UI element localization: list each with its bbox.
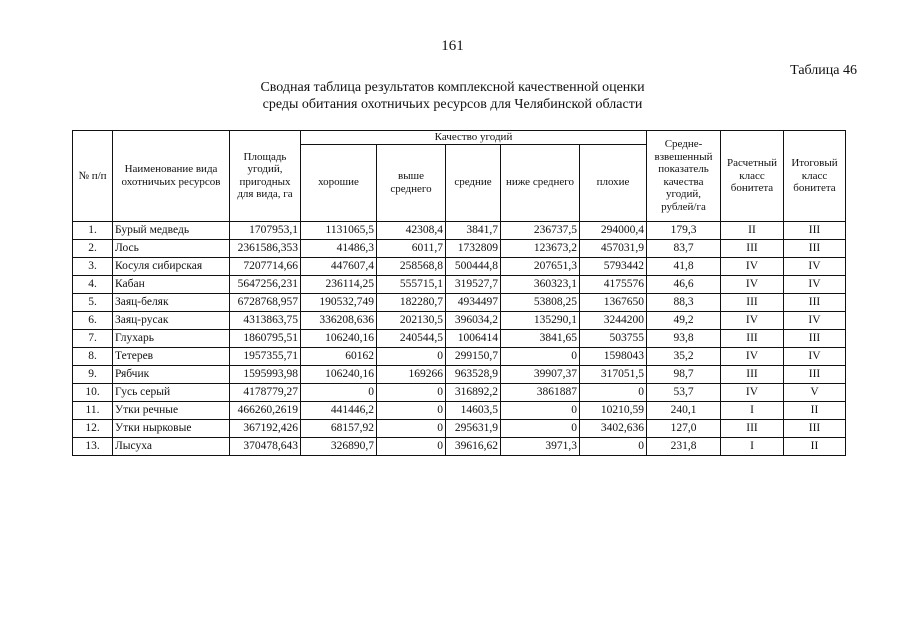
cell-species-name: Лысуха	[113, 437, 230, 455]
cell-average: 316892,2	[446, 383, 501, 401]
cell-species-name: Рябчик	[113, 365, 230, 383]
cell-average: 319527,7	[446, 275, 501, 293]
header-num: № п/п	[73, 131, 113, 222]
cell-weighted-index: 53,7	[647, 383, 721, 401]
cell-average: 14603,5	[446, 401, 501, 419]
cell-final-class: IV	[784, 311, 846, 329]
cell-good: 326890,7	[301, 437, 377, 455]
cell-area: 1860795,51	[230, 329, 301, 347]
cell-final-class: II	[784, 401, 846, 419]
page-number: 161	[441, 38, 464, 54]
cell-average: 39616,62	[446, 437, 501, 455]
cell-above-average: 0	[377, 419, 446, 437]
cell-above-average: 0	[377, 347, 446, 365]
header-good: хорошие	[301, 144, 377, 221]
cell-calc-class: III	[721, 239, 784, 257]
cell-calc-class: III	[721, 419, 784, 437]
cell-final-class: III	[784, 221, 846, 239]
cell-average: 396034,2	[446, 311, 501, 329]
cell-good: 41486,3	[301, 239, 377, 257]
cell-below-average: 3841,65	[501, 329, 580, 347]
cell-good: 60162	[301, 347, 377, 365]
cell-poor: 4175576	[580, 275, 647, 293]
cell-num: 6.	[73, 311, 113, 329]
table-row	[73, 221, 846, 239]
cell-good: 106240,16	[301, 329, 377, 347]
title-line-1: Сводная таблица результатов комплексной качественной оценки	[260, 80, 645, 95]
cell-weighted-index: 231,8	[647, 437, 721, 455]
cell-average: 963528,9	[446, 365, 501, 383]
cell-area: 1707953,1	[230, 221, 301, 239]
cell-final-class: III	[784, 293, 846, 311]
table-row	[73, 365, 846, 383]
cell-calc-class: III	[721, 365, 784, 383]
cell-good: 0	[301, 383, 377, 401]
table-row	[73, 257, 846, 275]
cell-species-name: Утки нырковые	[113, 419, 230, 437]
cell-area: 4178779,27	[230, 383, 301, 401]
cell-species-name: Бурый медведь	[113, 221, 230, 239]
cell-poor: 5793442	[580, 257, 647, 275]
cell-poor: 10210,59	[580, 401, 647, 419]
cell-calc-class: IV	[721, 311, 784, 329]
cell-calc-class: IV	[721, 257, 784, 275]
cell-good: 336208,636	[301, 311, 377, 329]
cell-above-average: 555715,1	[377, 275, 446, 293]
cell-poor: 1367650	[580, 293, 647, 311]
cell-average: 299150,7	[446, 347, 501, 365]
cell-poor: 317051,5	[580, 365, 647, 383]
cell-good: 447607,4	[301, 257, 377, 275]
header-calc-class: Расчетный класс бонитета	[721, 131, 784, 222]
cell-num: 2.	[73, 239, 113, 257]
cell-good: 190532,749	[301, 293, 377, 311]
cell-species-name: Кабан	[113, 275, 230, 293]
cell-good: 441446,2	[301, 401, 377, 419]
table-row	[73, 311, 846, 329]
cell-calc-class: I	[721, 437, 784, 455]
cell-area: 1957355,71	[230, 347, 301, 365]
cell-calc-class: IV	[721, 275, 784, 293]
cell-calc-class: III	[721, 329, 784, 347]
cell-above-average: 169266	[377, 365, 446, 383]
cell-above-average: 6011,7	[377, 239, 446, 257]
cell-good: 68157,92	[301, 419, 377, 437]
cell-area: 2361586,353	[230, 239, 301, 257]
cell-above-average: 0	[377, 437, 446, 455]
cell-weighted-index: 179,3	[647, 221, 721, 239]
table-row	[73, 383, 846, 401]
table-row	[73, 275, 846, 293]
cell-species-name: Тетерев	[113, 347, 230, 365]
cell-below-average: 39907,37	[501, 365, 580, 383]
cell-area: 466260,2619	[230, 401, 301, 419]
cell-poor: 3402,636	[580, 419, 647, 437]
cell-area: 4313863,75	[230, 311, 301, 329]
cell-weighted-index: 240,1	[647, 401, 721, 419]
cell-below-average: 53808,25	[501, 293, 580, 311]
header-area: Площадь угодий, пригодных для вида, га	[230, 131, 301, 222]
table-row	[73, 419, 846, 437]
cell-average: 500444,8	[446, 257, 501, 275]
header-above-average: выше среднего	[377, 144, 446, 221]
bonitet-summary-table	[72, 130, 846, 456]
cell-calc-class: III	[721, 293, 784, 311]
cell-average: 4934497	[446, 293, 501, 311]
cell-average: 3841,7	[446, 221, 501, 239]
cell-area: 370478,643	[230, 437, 301, 455]
header-quality-group: Качество угодий	[301, 131, 647, 145]
table-title	[0, 79, 905, 113]
cell-num: 5.	[73, 293, 113, 311]
cell-poor: 503755	[580, 329, 647, 347]
header-species-name: Наименование вида охотничьих ресурсов	[113, 131, 230, 222]
cell-num: 13.	[73, 437, 113, 455]
cell-species-name: Утки речные	[113, 401, 230, 419]
cell-num: 10.	[73, 383, 113, 401]
cell-weighted-index: 93,8	[647, 329, 721, 347]
cell-poor: 0	[580, 437, 647, 455]
cell-final-class: IV	[784, 347, 846, 365]
cell-num: 1.	[73, 221, 113, 239]
cell-good: 106240,16	[301, 365, 377, 383]
cell-calc-class: II	[721, 221, 784, 239]
title-line-2: среды обитания охотничьих ресурсов для Челябинской области	[262, 97, 643, 112]
cell-species-name: Гусь серый	[113, 383, 230, 401]
cell-below-average: 135290,1	[501, 311, 580, 329]
cell-weighted-index: 49,2	[647, 311, 721, 329]
cell-species-name: Заяц-беляк	[113, 293, 230, 311]
table-body	[73, 221, 846, 455]
cell-below-average: 236737,5	[501, 221, 580, 239]
table-row	[73, 239, 846, 257]
cell-poor: 1598043	[580, 347, 647, 365]
cell-num: 12.	[73, 419, 113, 437]
cell-weighted-index: 83,7	[647, 239, 721, 257]
cell-area: 5647256,231	[230, 275, 301, 293]
cell-below-average: 207651,3	[501, 257, 580, 275]
table-label: Таблица 46	[790, 63, 857, 78]
header-below-average: ниже среднего	[501, 144, 580, 221]
header-poor: плохие	[580, 144, 647, 221]
cell-above-average: 182280,7	[377, 293, 446, 311]
cell-final-class: IV	[784, 257, 846, 275]
cell-final-class: III	[784, 365, 846, 383]
cell-num: 9.	[73, 365, 113, 383]
cell-calc-class: I	[721, 401, 784, 419]
cell-good: 1131065,5	[301, 221, 377, 239]
cell-area: 1595993,98	[230, 365, 301, 383]
cell-below-average: 123673,2	[501, 239, 580, 257]
cell-above-average: 258568,8	[377, 257, 446, 275]
cell-species-name: Лось	[113, 239, 230, 257]
table-row	[73, 347, 846, 365]
cell-above-average: 0	[377, 401, 446, 419]
cell-above-average: 42308,4	[377, 221, 446, 239]
header-final-class: Итоговый класс бонитета	[784, 131, 846, 222]
cell-final-class: II	[784, 437, 846, 455]
cell-weighted-index: 98,7	[647, 365, 721, 383]
cell-poor: 457031,9	[580, 239, 647, 257]
cell-final-class: III	[784, 329, 846, 347]
cell-num: 11.	[73, 401, 113, 419]
cell-above-average: 202130,5	[377, 311, 446, 329]
cell-species-name: Глухарь	[113, 329, 230, 347]
cell-num: 3.	[73, 257, 113, 275]
cell-average: 295631,9	[446, 419, 501, 437]
cell-good: 236114,25	[301, 275, 377, 293]
header-average: средние	[446, 144, 501, 221]
cell-final-class: III	[784, 239, 846, 257]
cell-weighted-index: 88,3	[647, 293, 721, 311]
cell-area: 6728768,957	[230, 293, 301, 311]
cell-area: 367192,426	[230, 419, 301, 437]
cell-final-class: V	[784, 383, 846, 401]
cell-below-average: 0	[501, 347, 580, 365]
cell-species-name: Косуля сибирская	[113, 257, 230, 275]
cell-below-average: 0	[501, 419, 580, 437]
cell-num: 7.	[73, 329, 113, 347]
cell-final-class: IV	[784, 275, 846, 293]
cell-poor: 294000,4	[580, 221, 647, 239]
cell-weighted-index: 35,2	[647, 347, 721, 365]
cell-species-name: Заяц-русак	[113, 311, 230, 329]
cell-area: 7207714,66	[230, 257, 301, 275]
cell-above-average: 240544,5	[377, 329, 446, 347]
cell-final-class: III	[784, 419, 846, 437]
cell-num: 8.	[73, 347, 113, 365]
cell-poor: 0	[580, 383, 647, 401]
cell-num: 4.	[73, 275, 113, 293]
table-row	[73, 401, 846, 419]
cell-below-average: 0	[501, 401, 580, 419]
cell-below-average: 3861887	[501, 383, 580, 401]
cell-average: 1006414	[446, 329, 501, 347]
table-row	[73, 293, 846, 311]
cell-calc-class: IV	[721, 347, 784, 365]
cell-calc-class: IV	[721, 383, 784, 401]
cell-poor: 3244200	[580, 311, 647, 329]
cell-average: 1732809	[446, 239, 501, 257]
cell-below-average: 360323,1	[501, 275, 580, 293]
cell-weighted-index: 127,0	[647, 419, 721, 437]
cell-above-average: 0	[377, 383, 446, 401]
cell-weighted-index: 41,8	[647, 257, 721, 275]
header-weighted-index: Средне-взвешенный показатель качества угодий, рублей/га	[647, 131, 721, 222]
cell-below-average: 3971,3	[501, 437, 580, 455]
table-row	[73, 437, 846, 455]
cell-weighted-index: 46,6	[647, 275, 721, 293]
table-row	[73, 329, 846, 347]
